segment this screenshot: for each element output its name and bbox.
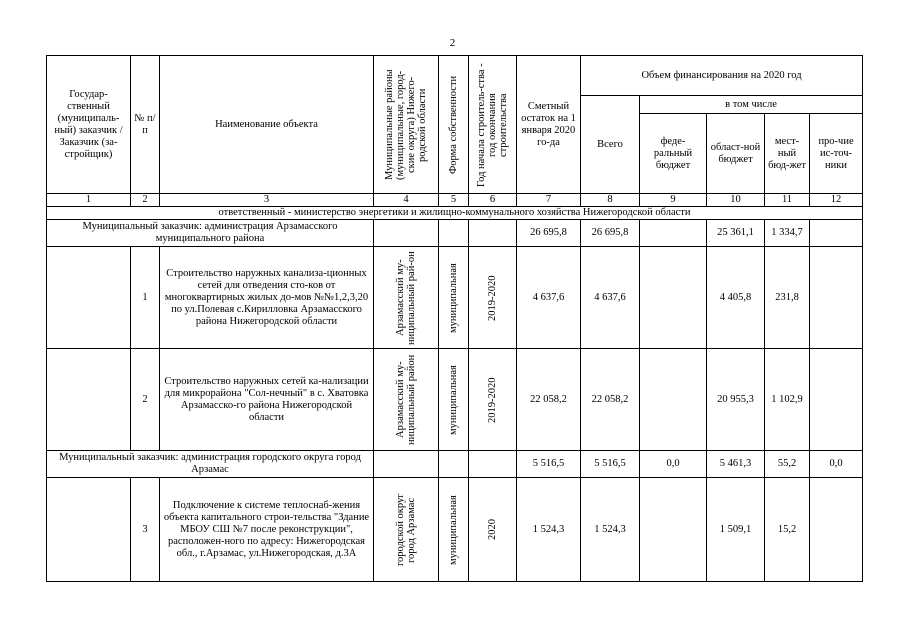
row-customer [47, 478, 131, 582]
row-total: 22 058,2 [581, 349, 640, 451]
group-customer: Муниципальный заказчик: администрация Арзамасского муниципального района [47, 220, 374, 247]
col-number: 12 [810, 194, 863, 207]
row-local: 1 102,9 [765, 349, 810, 451]
row-object-name: Строительство наружных канализа-ционных сетей для отведения сто-ков от многоквартирных жилых до-мов №№1,2,3,20 по ул.Полевая с.Кирилловка Арзамасского района Нижегородской области [160, 247, 374, 349]
page-number: 2 [449, 37, 456, 49]
table-row [47, 247, 863, 349]
row-no: 3 [131, 478, 160, 582]
group-customer: Муниципальный заказчик: администрация городского округа город Арзамас [47, 451, 374, 478]
column-numbers-row [47, 194, 863, 207]
row-local: 231,8 [765, 247, 810, 349]
row-federal [640, 247, 707, 349]
col-number: 11 [765, 194, 810, 207]
row-other [810, 478, 863, 582]
header-funding: Объем финансирования на 2020 год [581, 56, 863, 96]
col-number: 1 [47, 194, 131, 207]
col-number: 6 [469, 194, 517, 207]
row-no: 2 [131, 349, 160, 451]
col-number: 4 [374, 194, 439, 207]
col-number: 7 [517, 194, 581, 207]
group-regional: 25 361,1 [707, 220, 765, 247]
col-number: 3 [160, 194, 374, 207]
group-other: 0,0 [810, 451, 863, 478]
table-row [47, 349, 863, 451]
row-object-name: Строительство наружных сетей ка-нализации для микрорайона "Сол-нечный" в с. Хватовка Арзамасско-го района Нижегородской области [160, 349, 374, 451]
header-local: мест-ный бюд-жет [765, 114, 810, 194]
row-federal [640, 349, 707, 451]
col-number: 8 [581, 194, 640, 207]
group-balance: 5 516,5 [517, 451, 581, 478]
header-incl: в том числе [640, 96, 863, 114]
row-ownership: муниципальная [439, 478, 469, 582]
col-number: 5 [439, 194, 469, 207]
group-federal [640, 220, 707, 247]
row-total: 4 637,6 [581, 247, 640, 349]
row-years: 2020 [469, 478, 517, 582]
header-ownership: Форма собственности [439, 56, 469, 194]
group-local: 55,2 [765, 451, 810, 478]
group-years [469, 220, 517, 247]
row-years: 2019-2020 [469, 349, 517, 451]
responsible-row [47, 207, 863, 220]
header-districts: Муниципальные районы (муниципальные, город-ские округа) Нижего-родской области [374, 56, 439, 194]
row-balance: 4 637,6 [517, 247, 581, 349]
responsible-text: ответственный - министерство энергетики и жилищно-коммунального хозяйства Нижегородской области [47, 207, 863, 220]
row-regional: 20 955,3 [707, 349, 765, 451]
col-number: 2 [131, 194, 160, 207]
table-row [47, 478, 863, 582]
group-regional: 5 461,3 [707, 451, 765, 478]
row-regional: 1 509,1 [707, 478, 765, 582]
group-row [47, 220, 863, 247]
group-ownership [439, 220, 469, 247]
row-district: Арзамасский му-ниципальный рай-он [374, 247, 439, 349]
header-customer: Государ-ственный (муниципаль-ный) заказчик /Заказчик (за-стройщик) [47, 56, 131, 194]
header-total: Всего [581, 96, 640, 194]
financing-table [46, 55, 863, 582]
row-object-name: Подключение к системе теплоснаб-жения объекта капитального строи-тельства "Здание МБОУ СШ №7 после реконструкции", расположен-ного по адресу: Нижегородская обл., г.Арзамас, ул.Нижегородская, д.3А [160, 478, 374, 582]
group-other [810, 220, 863, 247]
group-years [469, 451, 517, 478]
header-years: Год начала строитель-ства - год окончания строительства [469, 56, 517, 194]
col-number: 9 [640, 194, 707, 207]
row-other [810, 349, 863, 451]
header-object-name: Наименование объекта [160, 56, 374, 194]
group-local: 1 334,7 [765, 220, 810, 247]
row-federal [640, 478, 707, 582]
row-balance: 22 058,2 [517, 349, 581, 451]
row-local: 15,2 [765, 478, 810, 582]
row-customer [47, 349, 131, 451]
group-total: 5 516,5 [581, 451, 640, 478]
row-years: 2019-2020 [469, 247, 517, 349]
header-balance: Сметный остаток на 1 января 2020 го-да [517, 56, 581, 194]
row-district: Арзамасский му-ниципальный район [374, 349, 439, 451]
header-regional: област-ной бюджет [707, 114, 765, 194]
group-federal: 0,0 [640, 451, 707, 478]
row-district: городской округ город Арзамас [374, 478, 439, 582]
row-ownership: муниципальная [439, 349, 469, 451]
group-district [374, 220, 439, 247]
col-number: 10 [707, 194, 765, 207]
group-row [47, 451, 863, 478]
row-ownership: муниципальная [439, 247, 469, 349]
group-district [374, 451, 439, 478]
row-customer [47, 247, 131, 349]
group-ownership [439, 451, 469, 478]
row-regional: 4 405,8 [707, 247, 765, 349]
header-other: про-чие ис-точ-ники [810, 114, 863, 194]
group-total: 26 695,8 [581, 220, 640, 247]
row-no: 1 [131, 247, 160, 349]
group-balance: 26 695,8 [517, 220, 581, 247]
row-balance: 1 524,3 [517, 478, 581, 582]
header-no: № п/п [131, 56, 160, 194]
row-other [810, 247, 863, 349]
header-federal: феде-ральный бюджет [640, 114, 707, 194]
row-total: 1 524,3 [581, 478, 640, 582]
